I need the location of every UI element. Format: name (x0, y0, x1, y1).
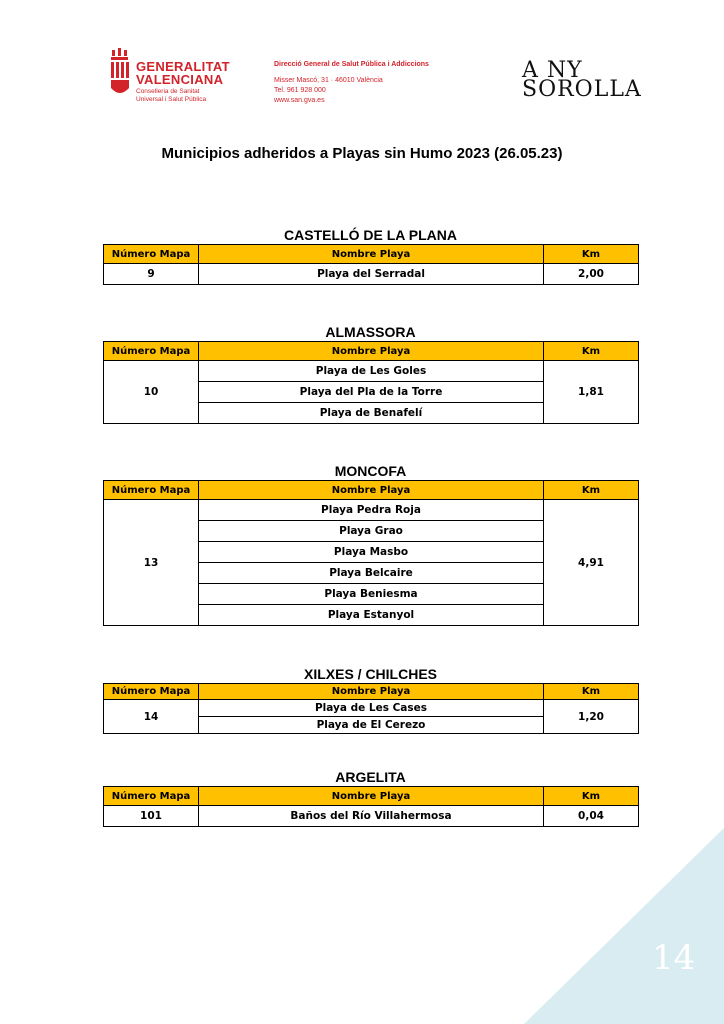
map-number-cell: 13 (104, 500, 199, 626)
beach-name-cell: Playa de Les Goles (199, 361, 544, 382)
table-header-row (104, 787, 639, 806)
col-header-km: Km (544, 684, 639, 700)
table-row (104, 806, 639, 827)
col-header-km: Km (544, 787, 639, 806)
phone: Tel. 961 928 000 (274, 87, 326, 94)
beach-name-cell: Playa del Serradal (199, 264, 544, 285)
municipality-section (103, 666, 638, 734)
municipality-title: XILXES / CHILCHES (303, 666, 438, 682)
address: Misser Mascó, 31 · 46010 València (274, 77, 383, 84)
col-header-beach-name: Nombre Playa (199, 481, 544, 500)
col-header-km: Km (544, 481, 639, 500)
col-header-map-number: Número Mapa (104, 684, 199, 700)
beach-name-cell: Playa Grao (199, 521, 544, 542)
org-name: GENERALITAT VALENCIANA (136, 59, 230, 87)
page-number: 14 (652, 938, 696, 978)
table-row (104, 264, 639, 285)
page-title: Municipios adheridos a Playas sin Humo 2023 (26.05.23) (161, 145, 563, 162)
beach-name-cell: Playa Belcaire (199, 563, 544, 584)
beach-name-cell: Playa Masbo (199, 542, 544, 563)
contact-block (274, 60, 429, 106)
website: www.san.gva.es (274, 97, 325, 104)
km-cell: 0,04 (544, 806, 639, 827)
col-header-map-number: Número Mapa (104, 245, 199, 264)
beach-name-cell: Playa de El Cerezo (199, 717, 544, 734)
col-header-map-number: Número Mapa (104, 481, 199, 500)
col-header-km: Km (544, 342, 639, 361)
generalitat-emblem-icon (108, 48, 132, 100)
municipality-section (103, 227, 638, 285)
beach-name-cell: Playa del Pla de la Torre (199, 382, 544, 403)
beach-table (103, 341, 639, 424)
municipality-title: MONCOFA (334, 463, 407, 479)
col-header-km: Km (544, 245, 639, 264)
beach-name-cell: Playa Beniesma (199, 584, 544, 605)
municipality-title: CASTELLÓ DE LA PLANA (284, 227, 457, 243)
table-header-row (104, 481, 639, 500)
decorative-corner (524, 828, 724, 1024)
beach-table (103, 786, 639, 827)
municipality-title: ARGELITA (335, 769, 406, 785)
map-number-cell: 10 (104, 361, 199, 424)
km-cell: 2,00 (544, 264, 639, 285)
table-header-row (104, 245, 639, 264)
map-number-cell: 9 (104, 264, 199, 285)
beach-table (103, 244, 639, 285)
table-row (104, 361, 639, 382)
page-header (0, 0, 724, 120)
municipality-section (103, 769, 638, 827)
col-header-beach-name: Nombre Playa (199, 342, 544, 361)
table-header-row (104, 684, 639, 700)
col-header-beach-name: Nombre Playa (199, 787, 544, 806)
any-sorolla-logo: A NY SOROLLA (522, 58, 642, 102)
table-header-row (104, 342, 639, 361)
municipality-title: ALMASSORA (325, 324, 416, 340)
beach-name-cell: Playa Pedra Roja (199, 500, 544, 521)
beach-table (103, 480, 639, 626)
table-row (104, 500, 639, 521)
map-number-cell: 101 (104, 806, 199, 827)
generalitat-logo (108, 48, 233, 112)
beach-name-cell: Playa Estanyol (199, 605, 544, 626)
direction-name: Direcció General de Salut Pública i Addiccions (274, 61, 429, 68)
col-header-map-number: Número Mapa (104, 342, 199, 361)
map-number-cell: 14 (104, 700, 199, 734)
beach-table (103, 683, 639, 734)
km-cell: 1,81 (544, 361, 639, 424)
col-header-map-number: Número Mapa (104, 787, 199, 806)
table-row (104, 700, 639, 717)
beach-name-cell: Baños del Río Villahermosa (199, 806, 544, 827)
km-cell: 1,20 (544, 700, 639, 734)
col-header-beach-name: Nombre Playa (199, 245, 544, 264)
beach-name-cell: Playa de Les Cases (199, 700, 544, 717)
col-header-beach-name: Nombre Playa (199, 684, 544, 700)
beach-name-cell: Playa de Benafelí (199, 403, 544, 424)
municipality-section (103, 463, 638, 626)
municipality-section (103, 324, 638, 424)
km-cell: 4,91 (544, 500, 639, 626)
org-department: Conselleria de Sanitat Universal i Salut Pública (136, 88, 207, 103)
